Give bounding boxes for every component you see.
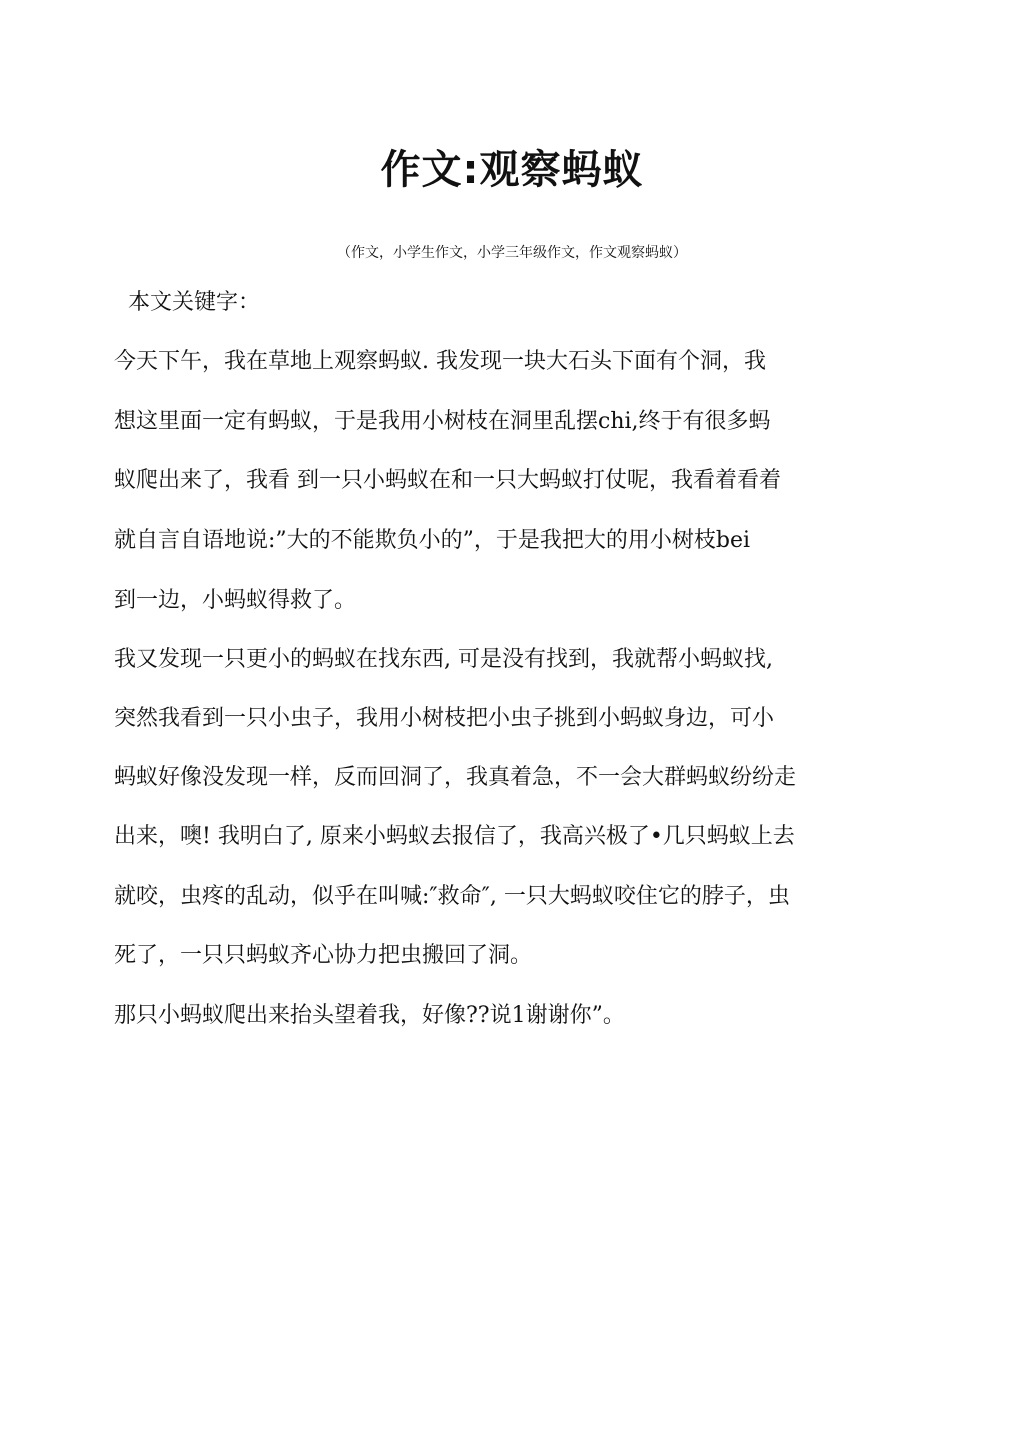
paragraph-line: 今天下午，我在草地上观察蚂蚁. 我发现一块大石头下面有个洞，我 [114,349,766,374]
paragraph-line: 想这里面一定有蚂蚁，于是我用小树枝在洞里乱摆chi,终于有很多蚂 [114,409,771,434]
paragraph-line: 死了，一只只蚂蚁齐心协力把虫搬回了洞。 [114,943,533,968]
keywords-label: 本文关键字： [128,290,261,315]
paragraph-line: 出来，噢! 我明白了, 原来小蚂蚁去报信了，我高兴极了•几只蚂蚁上去 [114,824,795,849]
paragraph-line: 蚂蚁好像没发现一样，反而回洞了，我真着急，不一会大群蚂蚁纷纷走 [114,765,797,790]
paragraph-line: 蚁爬出来了，我看 到一只小蚂蚁在和一只大蚂蚁打仗呢，我看着看着 [114,468,781,493]
paragraph-line: 到一边，小蚂蚁得救了。 [114,588,357,613]
document-subtitle: （作文，小学生作文，小学三年级作文，作文观察蚂蚁） [337,245,687,261]
paragraph-line: 那只小蚂蚁爬出来抬头望着我，好像??说1谢谢你”。 [114,1003,625,1028]
paragraph-line: 就咬，虫疼的乱动，似乎在叫喊:″救命″, 一只大蚂蚁咬住它的脖子，虫 [114,884,790,909]
paragraph-line: 突然我看到一只小虫子，我用小树枝把小虫子挑到小蚂蚁身边，可小 [114,706,775,731]
paragraph-line: 我又发现一只更小的蚂蚁在找东西, 可是没有找到，我就帮小蚂蚁找, [114,647,773,672]
paragraph-line: 就自言自语地说:”大的不能欺负小的”，于是我把大的用小树枝bei [114,528,751,553]
document-title: 作文:观察蚂蚁 [380,147,644,193]
